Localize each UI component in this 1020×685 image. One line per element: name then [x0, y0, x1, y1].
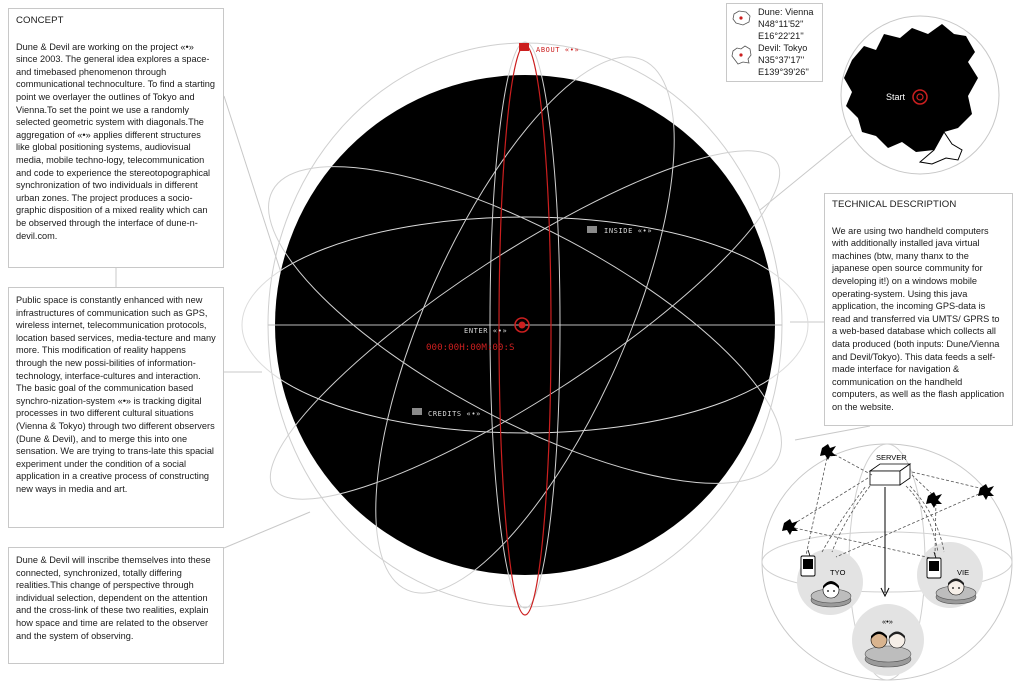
dune-devil-panel — [8, 547, 224, 664]
city-overlay-map — [841, 16, 999, 174]
devil-lon: E139°39'26'' — [758, 66, 809, 77]
dune-coordinates — [731, 7, 818, 42]
credits-marker-icon — [412, 408, 422, 415]
enter-target-dot — [519, 322, 526, 329]
devil-lat: N35°37'17'' — [758, 55, 805, 66]
dune-lat: N48°11'52'' — [758, 18, 804, 29]
enter-label[interactable]: ENTER «•» — [464, 327, 508, 335]
vie-label: VIE — [957, 568, 970, 577]
coordinates-panel — [726, 3, 823, 82]
start-label: Start — [886, 92, 906, 102]
time-readout: 000:00H:00M:00:S — [426, 342, 515, 353]
dune-devil-text: Dune & Devil will inscribe themselves into these connected, synchronized, totally differing realities.This change of perspective through individual selection, dependent on the attention and the cross-link of these two realities, explain how space and time are related to the observer and the system of observing. — [16, 555, 211, 641]
tyo-label: TYO — [830, 568, 846, 577]
inside-marker-icon — [587, 226, 597, 233]
technical-text: We are using two handheld computers with additionally installed java virtual machines (btw, many thanx to the japanese open source community for developing it!) on a windows mobile operating-system. Using this java application, the incoming GPS-data is read and transferred via UMTS/ GPRS to a web-based database which collects all data produced (both inputs: Dune/Vienna and Devil/Tokyo). This data feeds a self-made interface for navigation & communication on the handheld computers, as well as the flash application on the website. — [832, 225, 1005, 412]
public-space-text: Public space is constantly enhanced with new infrastructures of communication such as GPS, wireless internet, telecommunication protocols, location based services, media-tecture and many more. This modification of reality happens through the new possi-bilities of information-technology, interface-cultures and interaction. The basic goal of the communication based synchro-nization-system «•» is tracking digital processes in two different cultural situations (Vienna & Tokyo) through two different observers (Dune & Devil), and to merge this into one sensation. We are trying to trans-late this spacial experiment under the condition of a social application in a creative process of constructing new ways in media and art. — [16, 295, 216, 494]
inside-label[interactable]: INSIDE «•» — [604, 227, 653, 235]
devil-name: Devil: Tokyo — [758, 43, 808, 54]
devil-coordinates — [731, 43, 818, 78]
server-label: SERVER — [876, 453, 907, 462]
public-space-panel — [8, 287, 224, 528]
network-diagram — [762, 444, 1012, 680]
technical-panel — [824, 193, 1013, 426]
concept-panel — [8, 8, 224, 268]
about-label[interactable]: ABOUT «•» — [536, 46, 580, 54]
vienna-outline-icon — [731, 9, 753, 27]
server-icon — [870, 464, 910, 485]
concept-title: CONCEPT — [16, 15, 64, 26]
dune-name: Dune: Vienna — [758, 7, 814, 17]
credits-label[interactable]: CREDITS «•» — [428, 410, 481, 418]
dune-lon: E16°22'21'' — [758, 30, 804, 41]
tokyo-outline-icon — [731, 45, 753, 65]
concept-text: Dune & Devil are working on the project «•» since 2003. The general idea explores a space- and timebased phenomenon through communicational technoculture. To find a starting point we overlayer the outlines of Tokyo and Vienna.To set the point we use a randomly selected geometric system with diagonals.The aggregation of «•» applies different structures like global positioning systems, audiovisual media, mobile techno-logy, telecommunication and code to experience the stereotopographical synchronization of two individuals in different urban zones. The project produces a socio-graphic disposition of a mixed reality which can be observed through the interface of dune-n-devil.com. — [16, 41, 216, 241]
merge-label: «•» — [882, 617, 893, 626]
technical-title: TECHNICAL DESCRIPTION — [832, 199, 957, 210]
about-marker-icon — [519, 43, 529, 51]
